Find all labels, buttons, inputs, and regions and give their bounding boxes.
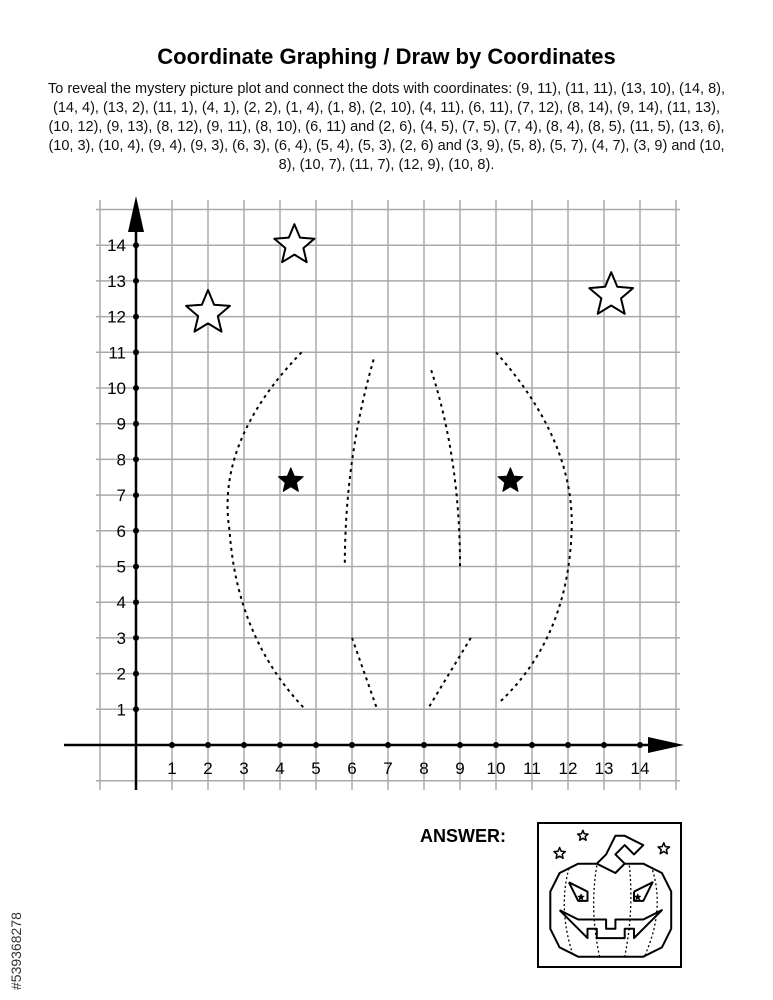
x-tick-dot bbox=[385, 742, 391, 748]
x-tick-dot bbox=[313, 742, 319, 748]
y-tick-dot bbox=[133, 456, 139, 462]
x-tick-label: 8 bbox=[419, 759, 429, 778]
page-title: Coordinate Graphing / Draw by Coordinates bbox=[157, 44, 616, 69]
x-tick-label: 4 bbox=[275, 759, 285, 778]
y-tick-dot bbox=[133, 421, 139, 427]
x-tick-label: 7 bbox=[383, 759, 393, 778]
x-tick-dot bbox=[565, 742, 571, 748]
y-tick-label: 1 bbox=[116, 700, 126, 720]
x-tick-dot bbox=[349, 742, 355, 748]
y-tick-dot bbox=[133, 314, 139, 320]
y-tick-dot bbox=[133, 242, 139, 248]
y-tick-dot bbox=[133, 528, 139, 534]
y-tick-label: 13 bbox=[107, 271, 126, 291]
x-tick-dot bbox=[601, 742, 607, 748]
x-tick-dot bbox=[529, 742, 535, 748]
dotted-guide-line bbox=[431, 370, 460, 566]
y-tick-label: 2 bbox=[116, 664, 126, 684]
x-tick-label: 11 bbox=[523, 759, 541, 778]
x-tick-label: 13 bbox=[594, 759, 614, 778]
y-axis-arrow bbox=[128, 196, 144, 232]
y-tick-label: 11 bbox=[108, 343, 126, 363]
x-tick-label: 5 bbox=[311, 759, 321, 778]
x-tick-label: 10 bbox=[486, 759, 506, 778]
x-tick-label: 12 bbox=[558, 759, 578, 778]
star-icon bbox=[589, 272, 633, 314]
pumpkin-rib-dotted bbox=[625, 866, 631, 957]
answer-label: ANSWER: bbox=[420, 826, 506, 846]
answer-picture bbox=[537, 822, 682, 968]
y-tick-label: 6 bbox=[116, 521, 126, 541]
x-tick-label: 3 bbox=[239, 759, 249, 778]
y-tick-dot bbox=[133, 349, 139, 355]
pumpkin-outline bbox=[560, 910, 662, 938]
y-tick-label: 3 bbox=[116, 628, 126, 648]
filled-star-icon bbox=[498, 468, 523, 492]
x-tick-label: 6 bbox=[347, 759, 357, 778]
y-tick-label: 4 bbox=[116, 593, 126, 613]
x-tick-label: 9 bbox=[455, 759, 465, 778]
filled-star-icon bbox=[278, 468, 303, 492]
star-icon bbox=[658, 843, 669, 854]
x-tick-label: 2 bbox=[203, 759, 213, 778]
x-tick-dot bbox=[637, 742, 643, 748]
instructions: To reveal the mystery picture plot and connect the dots with coordinates: (9, 11), (11, 11), (13, 10), (14, 8), (14, 4), (13, 2), (11, 1), (4, 1), (2, 2), (1, 4), (1, 8), (2, 10), (4, 11), (6, 11), (7, 12), (8, 14), (9, 14), (11, 13), (10, 12), (9, 13), (8, 12), (9, 11), (8, 10), (6, 11) and (2, 6), (4, 5), (7, 5), (7, 4), (8, 4), (8, 5), (11, 5), (13, 6), (10, 3), (10, 4), (9, 4), (9, 3), (6, 3), (6, 4), (5, 4), (5, 3), (2, 6) and (3, 9), (5, 8), (5, 7), (4, 7), (3, 9) and (10, 8), (10, 7), (11, 7), (12, 9), (10, 8). bbox=[47, 81, 725, 173]
x-tick-dot bbox=[205, 742, 211, 748]
y-tick-dot bbox=[133, 564, 139, 570]
y-tick-label: 5 bbox=[116, 557, 126, 577]
star-icon bbox=[554, 848, 565, 859]
y-tick-label: 14 bbox=[107, 236, 126, 256]
pumpkin-rib-dotted bbox=[594, 866, 600, 957]
y-tick-label: 12 bbox=[107, 307, 126, 327]
x-tick-label: 1 bbox=[167, 759, 177, 778]
y-tick-dot bbox=[133, 385, 139, 391]
x-axis-arrow bbox=[648, 737, 684, 753]
y-tick-dot bbox=[133, 671, 139, 677]
pumpkin-answer-drawing bbox=[539, 824, 679, 965]
y-tick-dot bbox=[133, 635, 139, 641]
dotted-guide-line bbox=[345, 359, 374, 566]
x-tick-dot bbox=[241, 742, 247, 748]
x-tick-dot bbox=[277, 742, 283, 748]
pumpkin-outline bbox=[569, 882, 588, 901]
x-tick-dot bbox=[421, 742, 427, 748]
y-tick-dot bbox=[133, 278, 139, 284]
y-tick-label: 10 bbox=[107, 379, 126, 398]
star-icon bbox=[578, 830, 589, 840]
stock-id: #539368278 bbox=[8, 912, 24, 990]
y-tick-label: 7 bbox=[116, 486, 126, 506]
x-tick-dot bbox=[457, 742, 463, 748]
y-tick-label: 9 bbox=[116, 414, 126, 434]
x-tick-dot bbox=[493, 742, 499, 748]
filled-star-icon bbox=[578, 894, 585, 900]
y-tick-dot bbox=[133, 492, 139, 498]
y-tick-dot bbox=[133, 599, 139, 605]
x-tick-dot bbox=[169, 742, 175, 748]
dotted-guide-line bbox=[496, 352, 572, 702]
y-tick-label: 8 bbox=[116, 450, 126, 470]
y-tick-dot bbox=[133, 706, 139, 712]
filled-star-icon bbox=[634, 894, 641, 900]
x-tick-label: 14 bbox=[630, 759, 650, 778]
